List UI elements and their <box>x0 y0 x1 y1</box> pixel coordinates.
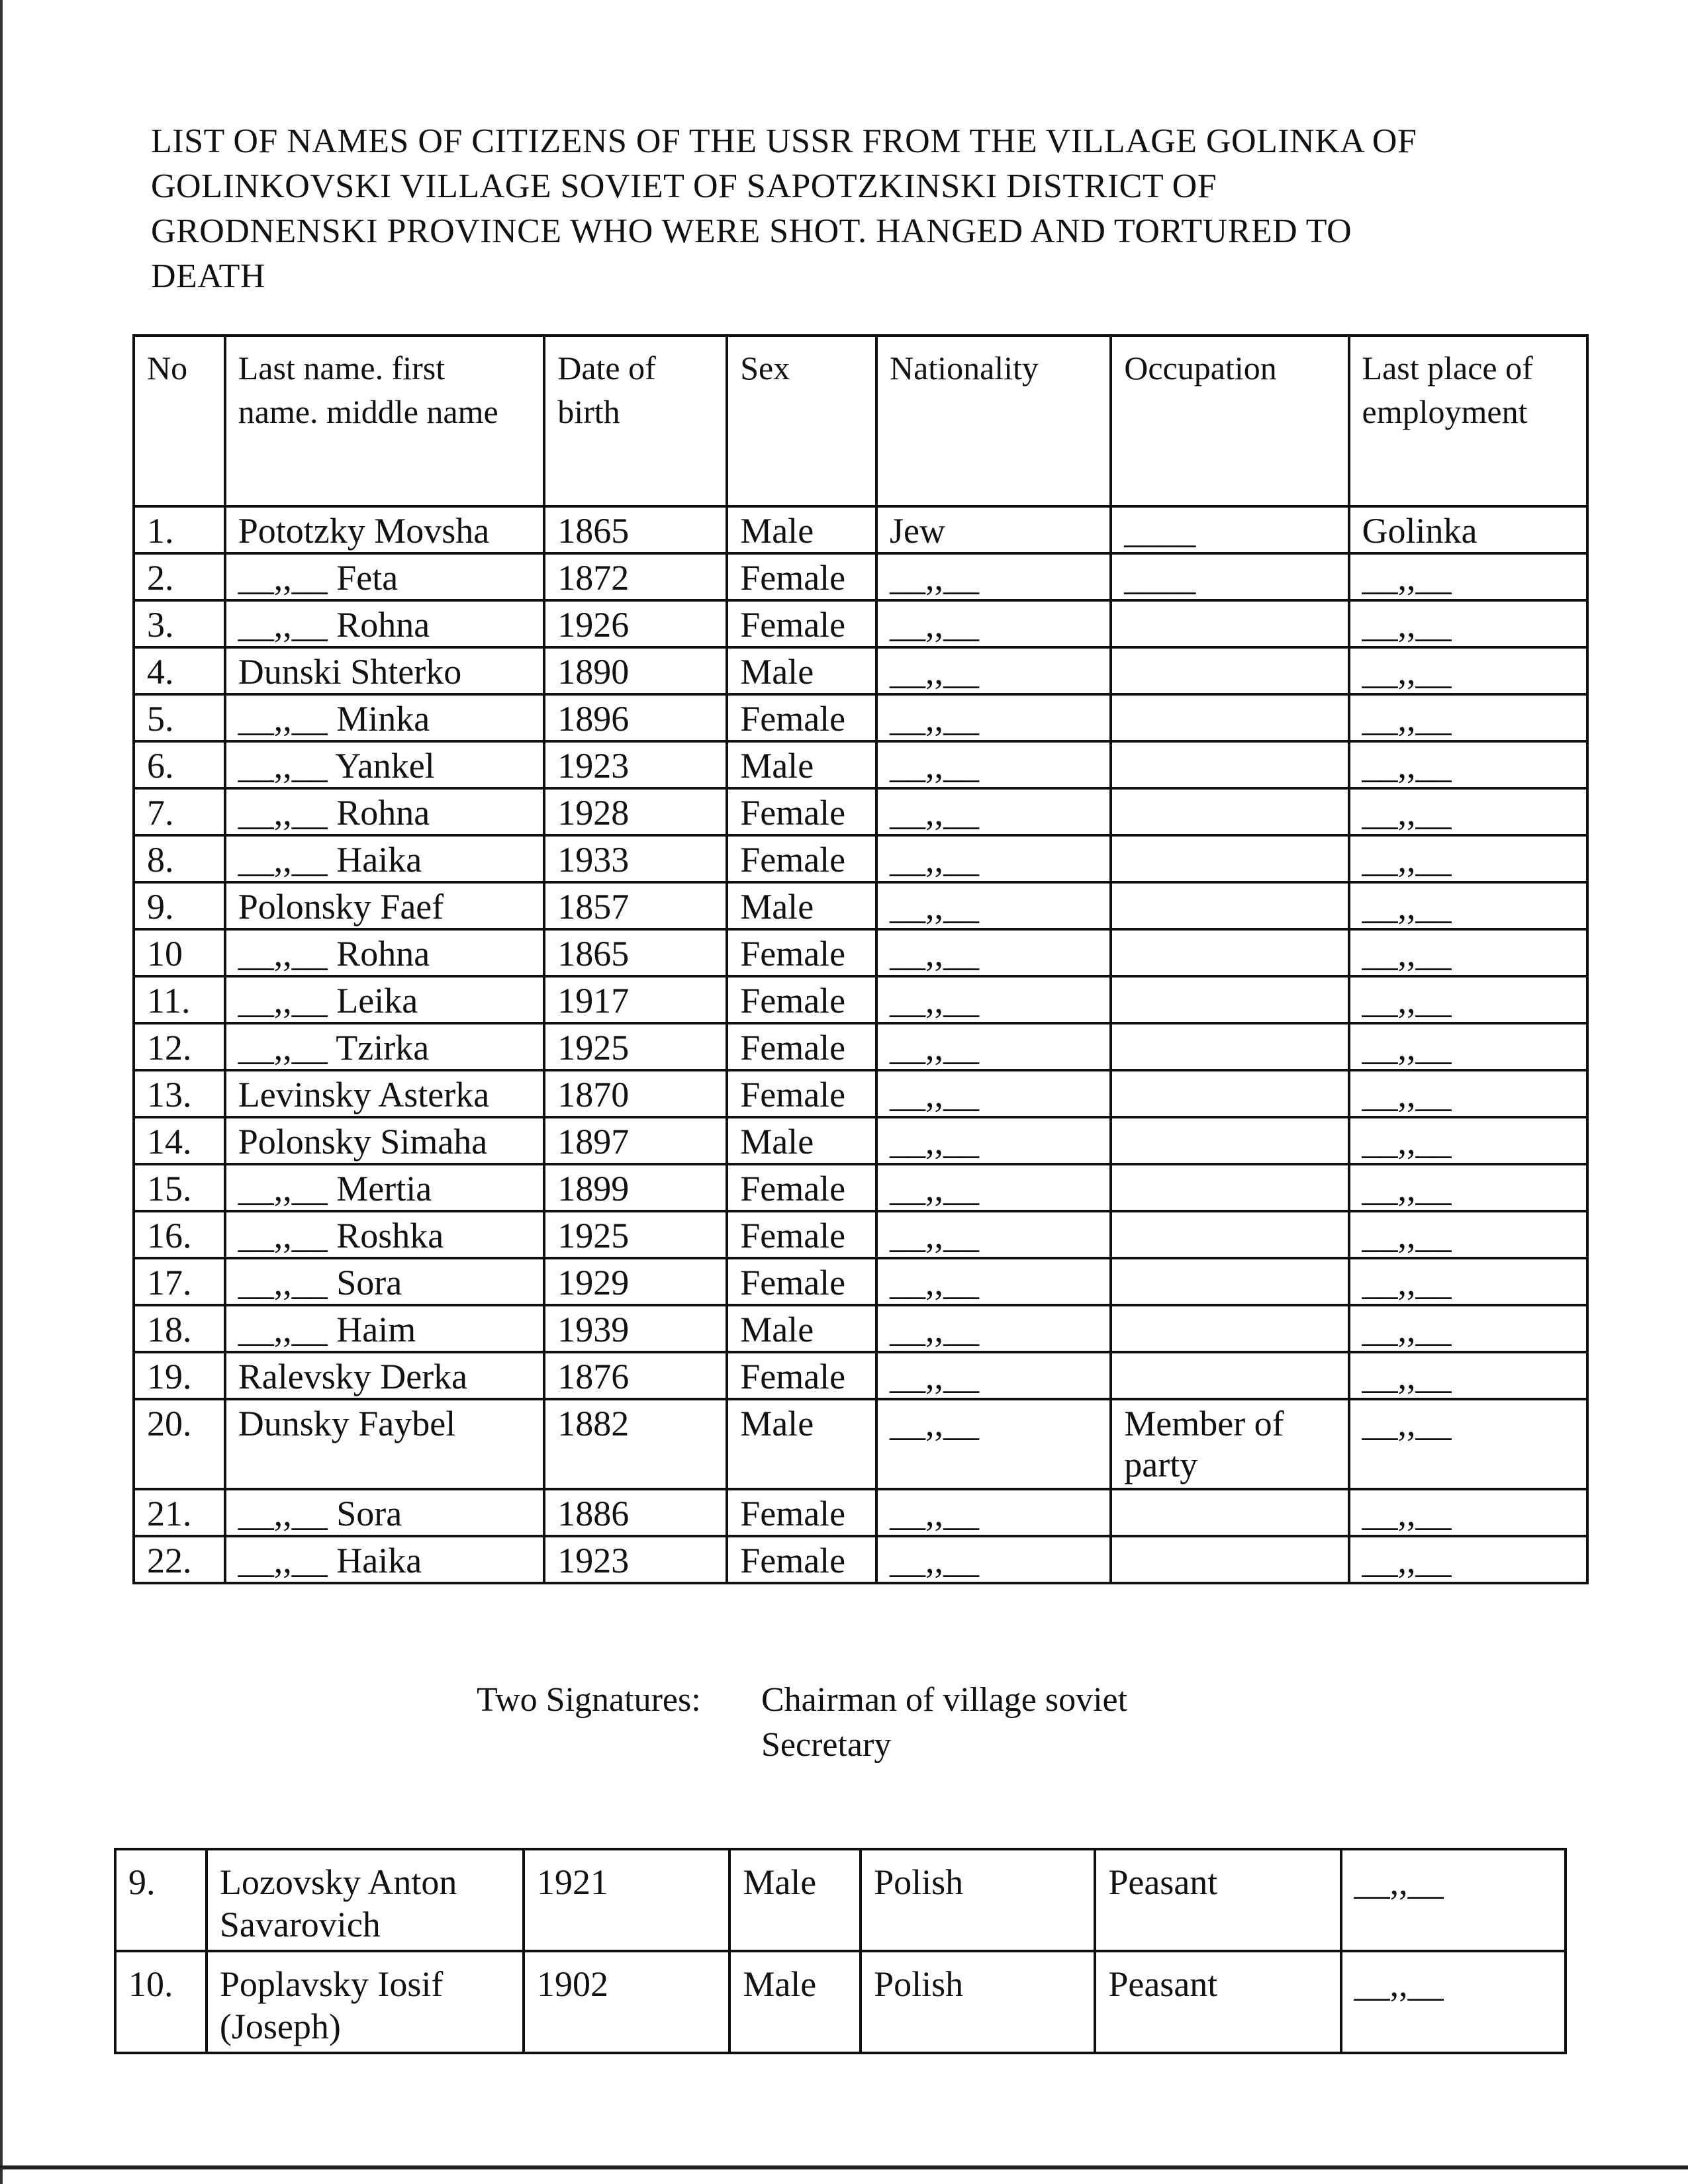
cell-dob: 1929 <box>544 1258 727 1305</box>
cell-occupation <box>1111 741 1348 788</box>
cell-no: 5. <box>134 694 225 741</box>
cell-occupation <box>1111 600 1348 647</box>
cell-dob: 1923 <box>544 1536 727 1583</box>
cell-no: 3. <box>134 600 225 647</box>
cell-occupation <box>1111 1070 1348 1117</box>
cell-name: Levinsky Asterka <box>225 1070 544 1117</box>
title-line: LIST OF NAMES OF CITIZENS OF THE USSR FROM THE VILLAGE GOLINKA OF <box>151 122 1417 160</box>
table-row <box>134 741 1587 788</box>
table-row <box>134 694 1587 741</box>
cell-no: 7. <box>134 788 225 835</box>
cell-nationality: __,,__ <box>876 1070 1111 1117</box>
cell-nationality: __,,__ <box>876 1023 1111 1070</box>
cell-sex: Male <box>727 1399 876 1489</box>
cell-no: 1. <box>134 506 225 553</box>
cell-name: __,,__ Sora <box>225 1258 544 1305</box>
cell-dob: 1925 <box>544 1211 727 1258</box>
cell-place: __,,__ <box>1349 1211 1587 1258</box>
cell-no: 13. <box>134 1070 225 1117</box>
table-row <box>115 1951 1566 2053</box>
cell-occupation <box>1111 1489 1348 1536</box>
cell-dob: 1926 <box>544 600 727 647</box>
cell-name: Polonsky Faef <box>225 882 544 929</box>
cell-dob: 1923 <box>544 741 727 788</box>
cell-nationality: __,,__ <box>876 929 1111 976</box>
cell-sex: Female <box>727 835 876 882</box>
cell-nationality: __,,__ <box>876 882 1111 929</box>
cell-sex: Male <box>727 741 876 788</box>
cell-dob: 1876 <box>544 1352 727 1399</box>
cell-nationality: __,,__ <box>876 647 1111 694</box>
scan-edge-left <box>0 0 3 2184</box>
cell-no: 17. <box>134 1258 225 1305</box>
signature-titles <box>761 1678 1127 1768</box>
table-row <box>134 882 1587 929</box>
cell-no: 2. <box>134 553 225 600</box>
cell-occupation <box>1111 647 1348 694</box>
cell-sex: Female <box>727 1352 876 1399</box>
cell-sex: Female <box>727 976 876 1023</box>
cell-place: __,,__ <box>1341 1951 1566 2053</box>
cell-dob: 1925 <box>544 1023 727 1070</box>
table-row <box>134 1164 1587 1211</box>
cell-dob: 1902 <box>524 1951 729 2053</box>
cell-occupation <box>1111 1117 1348 1164</box>
cell-no: 8. <box>134 835 225 882</box>
cell-name: __,,__ Yankel <box>225 741 544 788</box>
cell-dob: 1933 <box>544 835 727 882</box>
cell-place: __,,__ <box>1349 600 1587 647</box>
document-title <box>151 119 1574 299</box>
cell-no: 16. <box>134 1211 225 1258</box>
header-place: Last place of employment <box>1349 336 1587 506</box>
table-row <box>134 1305 1587 1352</box>
cell-sex: Male <box>727 647 876 694</box>
cell-name: __,,__ Haika <box>225 1536 544 1583</box>
cell-sex: Female <box>727 600 876 647</box>
cell-dob: 1899 <box>544 1164 727 1211</box>
cell-place: Golinka <box>1349 506 1587 553</box>
cell-place: __,,__ <box>1349 1489 1587 1536</box>
cell-nationality: __,,__ <box>876 1211 1111 1258</box>
cell-name: __,,__ Roshka <box>225 1211 544 1258</box>
scan-edge-bottom <box>0 2165 1688 2169</box>
cell-no: 9. <box>115 1849 207 1951</box>
title-line: GRODNENSKI PROVINCE WHO WERE SHOT. HANGED AND TORTURED TO <box>151 212 1352 250</box>
cell-nationality: __,,__ <box>876 1117 1111 1164</box>
cell-occupation <box>1111 882 1348 929</box>
cell-no: 12. <box>134 1023 225 1070</box>
cell-dob: 1896 <box>544 694 727 741</box>
cell-dob: 1917 <box>544 976 727 1023</box>
cell-dob: 1872 <box>544 553 727 600</box>
additional-table-body <box>115 1849 1566 2053</box>
cell-occupation <box>1111 788 1348 835</box>
cell-name: __,,__ Tzirka <box>225 1023 544 1070</box>
cell-nationality: __,,__ <box>876 741 1111 788</box>
cell-place: __,,__ <box>1349 882 1587 929</box>
cell-no: 14. <box>134 1117 225 1164</box>
cell-dob: 1857 <box>544 882 727 929</box>
table-row <box>134 788 1587 835</box>
table-row <box>134 553 1587 600</box>
cell-nationality: __,,__ <box>876 600 1111 647</box>
title-line: GOLINKOVSKI VILLAGE SOVIET OF SAPOTZKINSKI DISTRICT OF <box>151 167 1217 205</box>
table-row <box>134 1258 1587 1305</box>
cell-place: __,,__ <box>1349 1305 1587 1352</box>
cell-place: __,,__ <box>1349 741 1587 788</box>
cell-occupation <box>1111 1352 1348 1399</box>
cell-no: 10. <box>115 1951 207 2053</box>
cell-name: __,,__ Rohna <box>225 788 544 835</box>
secretary-title: Secretary <box>761 1726 892 1764</box>
cell-place: __,,__ <box>1349 647 1587 694</box>
cell-occupation: Peasant <box>1095 1951 1340 2053</box>
cell-nationality: __,,__ <box>876 976 1111 1023</box>
cell-nationality: __,,__ <box>876 788 1111 835</box>
table-row <box>134 1211 1587 1258</box>
cell-name: __,,__ Haika <box>225 835 544 882</box>
cell-name: Dunsky Faybel <box>225 1399 544 1489</box>
cell-nationality: __,,__ <box>876 694 1111 741</box>
cell-nationality: __,,__ <box>876 1258 1111 1305</box>
table-row <box>134 1489 1587 1536</box>
title-line: DEATH <box>151 257 265 295</box>
cell-dob: 1890 <box>544 647 727 694</box>
cell-nationality: __,,__ <box>876 1536 1111 1583</box>
cell-sex: Male <box>729 1951 861 2053</box>
cell-nationality: __,,__ <box>876 1352 1111 1399</box>
header-dob: Date of birth <box>544 336 727 506</box>
cell-occupation: Member of party <box>1111 1399 1348 1489</box>
cell-occupation <box>1111 694 1348 741</box>
cell-place: __,,__ <box>1349 976 1587 1023</box>
cell-occupation <box>1111 1305 1348 1352</box>
signatures-label: Two Signatures: <box>477 1681 701 1719</box>
table-header-row <box>134 336 1587 506</box>
header-name: Last name. first name. middle name <box>225 336 544 506</box>
cell-place: __,,__ <box>1349 788 1587 835</box>
cell-dob: 1886 <box>544 1489 727 1536</box>
cell-sex: Male <box>727 882 876 929</box>
cell-name: __,,__ Minka <box>225 694 544 741</box>
cell-no: 18. <box>134 1305 225 1352</box>
table-row <box>134 647 1587 694</box>
cell-no: 11. <box>134 976 225 1023</box>
cell-occupation: ____ <box>1111 506 1348 553</box>
cell-occupation <box>1111 835 1348 882</box>
cell-place: __,,__ <box>1349 1070 1587 1117</box>
cell-dob: 1921 <box>524 1849 729 1951</box>
signatures-block <box>477 1678 1128 1764</box>
cell-dob: 1897 <box>544 1117 727 1164</box>
table-row <box>134 1117 1587 1164</box>
cell-name: __,,__ Rohna <box>225 600 544 647</box>
cell-no: 15. <box>134 1164 225 1211</box>
header-sex: Sex <box>727 336 876 506</box>
cell-name: Polonsky Simaha <box>225 1117 544 1164</box>
cell-no: 4. <box>134 647 225 694</box>
cell-sex: Female <box>727 694 876 741</box>
cell-name: Dunski Shterko <box>225 647 544 694</box>
cell-no: 9. <box>134 882 225 929</box>
cell-place: __,,__ <box>1349 553 1587 600</box>
cell-no: 20. <box>134 1399 225 1489</box>
cell-dob: 1882 <box>544 1399 727 1489</box>
cell-place: __,,__ <box>1349 694 1587 741</box>
cell-no: 22. <box>134 1536 225 1583</box>
table-row <box>134 976 1587 1023</box>
cell-dob: 1939 <box>544 1305 727 1352</box>
cell-nationality: __,,__ <box>876 1164 1111 1211</box>
cell-occupation <box>1111 929 1348 976</box>
cell-sex: Female <box>727 1023 876 1070</box>
victims-table <box>132 334 1589 1584</box>
cell-sex: Female <box>727 1070 876 1117</box>
cell-sex: Female <box>727 1489 876 1536</box>
cell-occupation <box>1111 1536 1348 1583</box>
cell-dob: 1928 <box>544 788 727 835</box>
table-row <box>134 1070 1587 1117</box>
cell-no: 19. <box>134 1352 225 1399</box>
cell-name: __,,__ Rohna <box>225 929 544 976</box>
cell-place: __,,__ <box>1349 835 1587 882</box>
cell-nationality: Jew <box>876 506 1111 553</box>
cell-nationality: Polish <box>861 1849 1095 1951</box>
header-occupation: Occupation <box>1111 336 1348 506</box>
cell-name: __,,__ Feta <box>225 553 544 600</box>
cell-nationality: Polish <box>861 1951 1095 2053</box>
cell-sex: Male <box>727 1305 876 1352</box>
cell-place: __,,__ <box>1349 1258 1587 1305</box>
cell-name: __,,__ Sora <box>225 1489 544 1536</box>
table-row <box>134 1536 1587 1583</box>
additional-victims-table <box>114 1848 1567 2054</box>
cell-no: 21. <box>134 1489 225 1536</box>
cell-name: __,,__ Leika <box>225 976 544 1023</box>
cell-sex: Male <box>727 1117 876 1164</box>
cell-nationality: __,,__ <box>876 1305 1111 1352</box>
table-row <box>134 835 1587 882</box>
cell-name: Pototzky Movsha <box>225 506 544 553</box>
cell-name: Lozovsky Anton Savarovich <box>207 1849 524 1951</box>
table-row <box>134 506 1587 553</box>
cell-nationality: __,,__ <box>876 1489 1111 1536</box>
cell-sex: Female <box>727 1536 876 1583</box>
table-row <box>134 1023 1587 1070</box>
cell-place: __,,__ <box>1349 929 1587 976</box>
table-row <box>115 1849 1566 1951</box>
cell-nationality: __,,__ <box>876 835 1111 882</box>
cell-occupation <box>1111 1211 1348 1258</box>
cell-place: __,,__ <box>1349 1352 1587 1399</box>
cell-name: Poplavsky Iosif (Joseph) <box>207 1951 524 2053</box>
cell-sex: Female <box>727 1164 876 1211</box>
cell-place: __,,__ <box>1349 1399 1587 1489</box>
table-body <box>134 506 1587 1583</box>
cell-occupation <box>1111 1023 1348 1070</box>
cell-sex: Male <box>729 1849 861 1951</box>
cell-occupation: Peasant <box>1095 1849 1340 1951</box>
cell-place: __,,__ <box>1349 1117 1587 1164</box>
chairman-title: Chairman of village soviet <box>761 1681 1128 1719</box>
cell-nationality: __,,__ <box>876 553 1111 600</box>
cell-occupation <box>1111 1164 1348 1211</box>
cell-sex: Female <box>727 788 876 835</box>
cell-no: 6. <box>134 741 225 788</box>
cell-place: __,,__ <box>1349 1023 1587 1070</box>
table-row <box>134 600 1587 647</box>
cell-sex: Female <box>727 553 876 600</box>
header-no: No <box>134 336 225 506</box>
cell-sex: Female <box>727 1258 876 1305</box>
cell-dob: 1865 <box>544 929 727 976</box>
cell-nationality: __,,__ <box>876 1399 1111 1489</box>
cell-name: __,,__ Mertia <box>225 1164 544 1211</box>
header-nationality: Nationality <box>876 336 1111 506</box>
cell-occupation <box>1111 1258 1348 1305</box>
cell-sex: Male <box>727 506 876 553</box>
cell-occupation <box>1111 976 1348 1023</box>
cell-occupation: ____ <box>1111 553 1348 600</box>
cell-no: 10 <box>134 929 225 976</box>
cell-place: __,,__ <box>1349 1536 1587 1583</box>
cell-place: __,,__ <box>1341 1849 1566 1951</box>
table-row <box>134 1352 1587 1399</box>
cell-sex: Female <box>727 1211 876 1258</box>
cell-dob: 1865 <box>544 506 727 553</box>
cell-name: Ralevsky Derka <box>225 1352 544 1399</box>
table-row <box>134 929 1587 976</box>
cell-sex: Female <box>727 929 876 976</box>
cell-place: __,,__ <box>1349 1164 1587 1211</box>
table-row <box>134 1399 1587 1489</box>
cell-name: __,,__ Haim <box>225 1305 544 1352</box>
cell-dob: 1870 <box>544 1070 727 1117</box>
